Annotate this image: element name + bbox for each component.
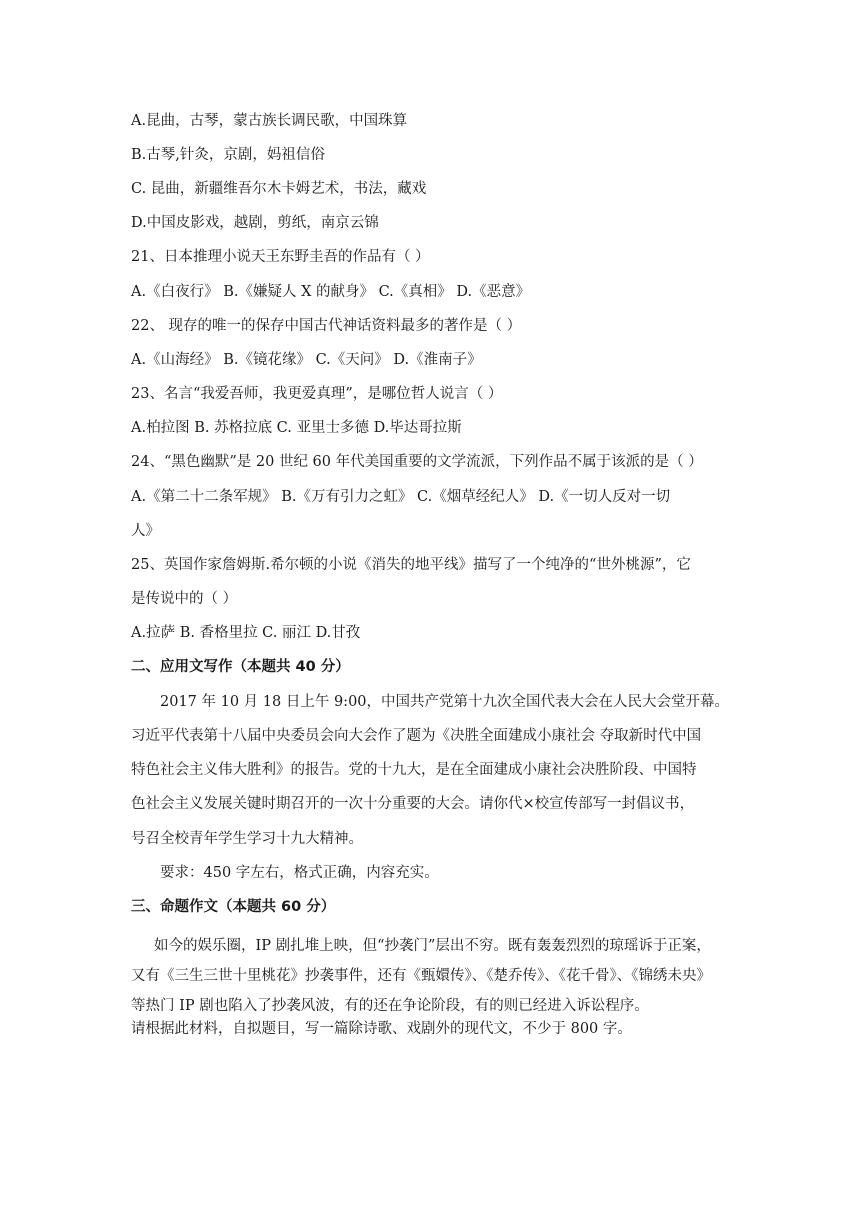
section2-para-line: 习近平代表第十八届中央委员会向大会作了题为《决胜全面建成小康社会 夺取新时代中国: [131, 728, 702, 744]
q21-options: A.《白夜行》 B.《嫌疑人 X 的献身》 C.《真相》 D.《恶意》: [131, 284, 531, 300]
q25-question-line1: 25、英国作家詹姆斯.希尔顿的小说《消失的地平线》描写了一个纯净的“世外桃源”，它: [131, 557, 691, 573]
q20-option-a: A.昆曲，古琴，蒙古族长调民歌，中国珠算: [131, 113, 408, 129]
q25-options: A.拉萨 B. 香格里拉 C. 丽江 D.甘孜: [131, 625, 361, 641]
section2-para-line: 2017 年 10 月 18 日上午 9:00，中国共产党第十九次全国代表大会在人民大会堂开幕。: [160, 694, 730, 710]
q21-question: 21、日本推理小说天王东野圭吾的作品有（ ）: [131, 249, 430, 265]
section2-heading: 二、应用文写作（本题共 40 分）: [131, 659, 350, 675]
section3-para-line: 又有《三生三世十里桃花》抄袭事件，还有《甄嬛传》、《楚乔传》、《花千骨》、《锦绣未央》: [131, 968, 711, 984]
q23-question: 23、名言“我爱吾师，我更爱真理”，是哪位哲人说言（ ）: [131, 386, 503, 402]
section2-para-line: 色社会主义发展关键时期召开的一次十分重要的大会。请你代×校宣传部写一封倡议书，: [131, 796, 695, 812]
section2-para-line: 特色社会主义伟大胜利》的报告。党的十九大，是在全面建成小康社会决胜阶段、中国特: [131, 762, 697, 778]
q24-options-line2: 人》: [131, 523, 160, 539]
section3-heading: 三、命题作文（本题共 60 分）: [131, 899, 336, 915]
section3-para-line: 如今的娱乐圈，IP 剧扎堆上映，但“抄袭门”层出不穷。既有轰轰烈烈的琼瑶诉于正案，: [154, 938, 711, 954]
q23-options: A.柏拉图 B. 苏格拉底 C. 亚里士多德 D.毕达哥拉斯: [131, 420, 462, 436]
q24-question: 24、“黑色幽默”是 20 世纪 60 年代美国重要的文学流派，下列作品不属于该派的是（ ）: [131, 454, 703, 470]
section3-para-line: 请根据此材料，自拟题目，写一篇除诗歌、戏剧外的现代文，不少于 800 字。: [131, 1021, 632, 1037]
section2-para-line: 号召全校青年学生学习十九大精神。: [131, 831, 363, 847]
q20-option-b: B.古琴,针灸，京剧，妈祖信俗: [131, 147, 325, 163]
section3-para-line: 等热门 IP 剧也陷入了抄袭风波，有的还在争论阶段，有的则已经进入诉讼程序。: [131, 998, 649, 1014]
q22-question: 22、 现存的唯一的保存中国古代神话资料最多的著作是（ ）: [131, 318, 522, 334]
section2-requirement: 要求：450 字左右，格式正确，内容充实。: [160, 865, 439, 881]
q25-question-line2: 是传说中的（ ）: [131, 591, 238, 607]
q20-option-c: C. 昆曲，新疆维吾尔木卡姆艺术，书法，藏戏: [131, 181, 427, 197]
q22-options: A.《山海经》 B.《镜花缘》 C.《天问》 D.《淮南子》: [131, 352, 482, 368]
q24-options-line1: A.《第二十二条军规》 B.《万有引力之虹》 C.《烟草经纪人》 D.《一切人反对一切: [131, 489, 671, 505]
q20-option-d: D.中国皮影戏，越剧，剪纸，南京云锦: [131, 215, 379, 231]
